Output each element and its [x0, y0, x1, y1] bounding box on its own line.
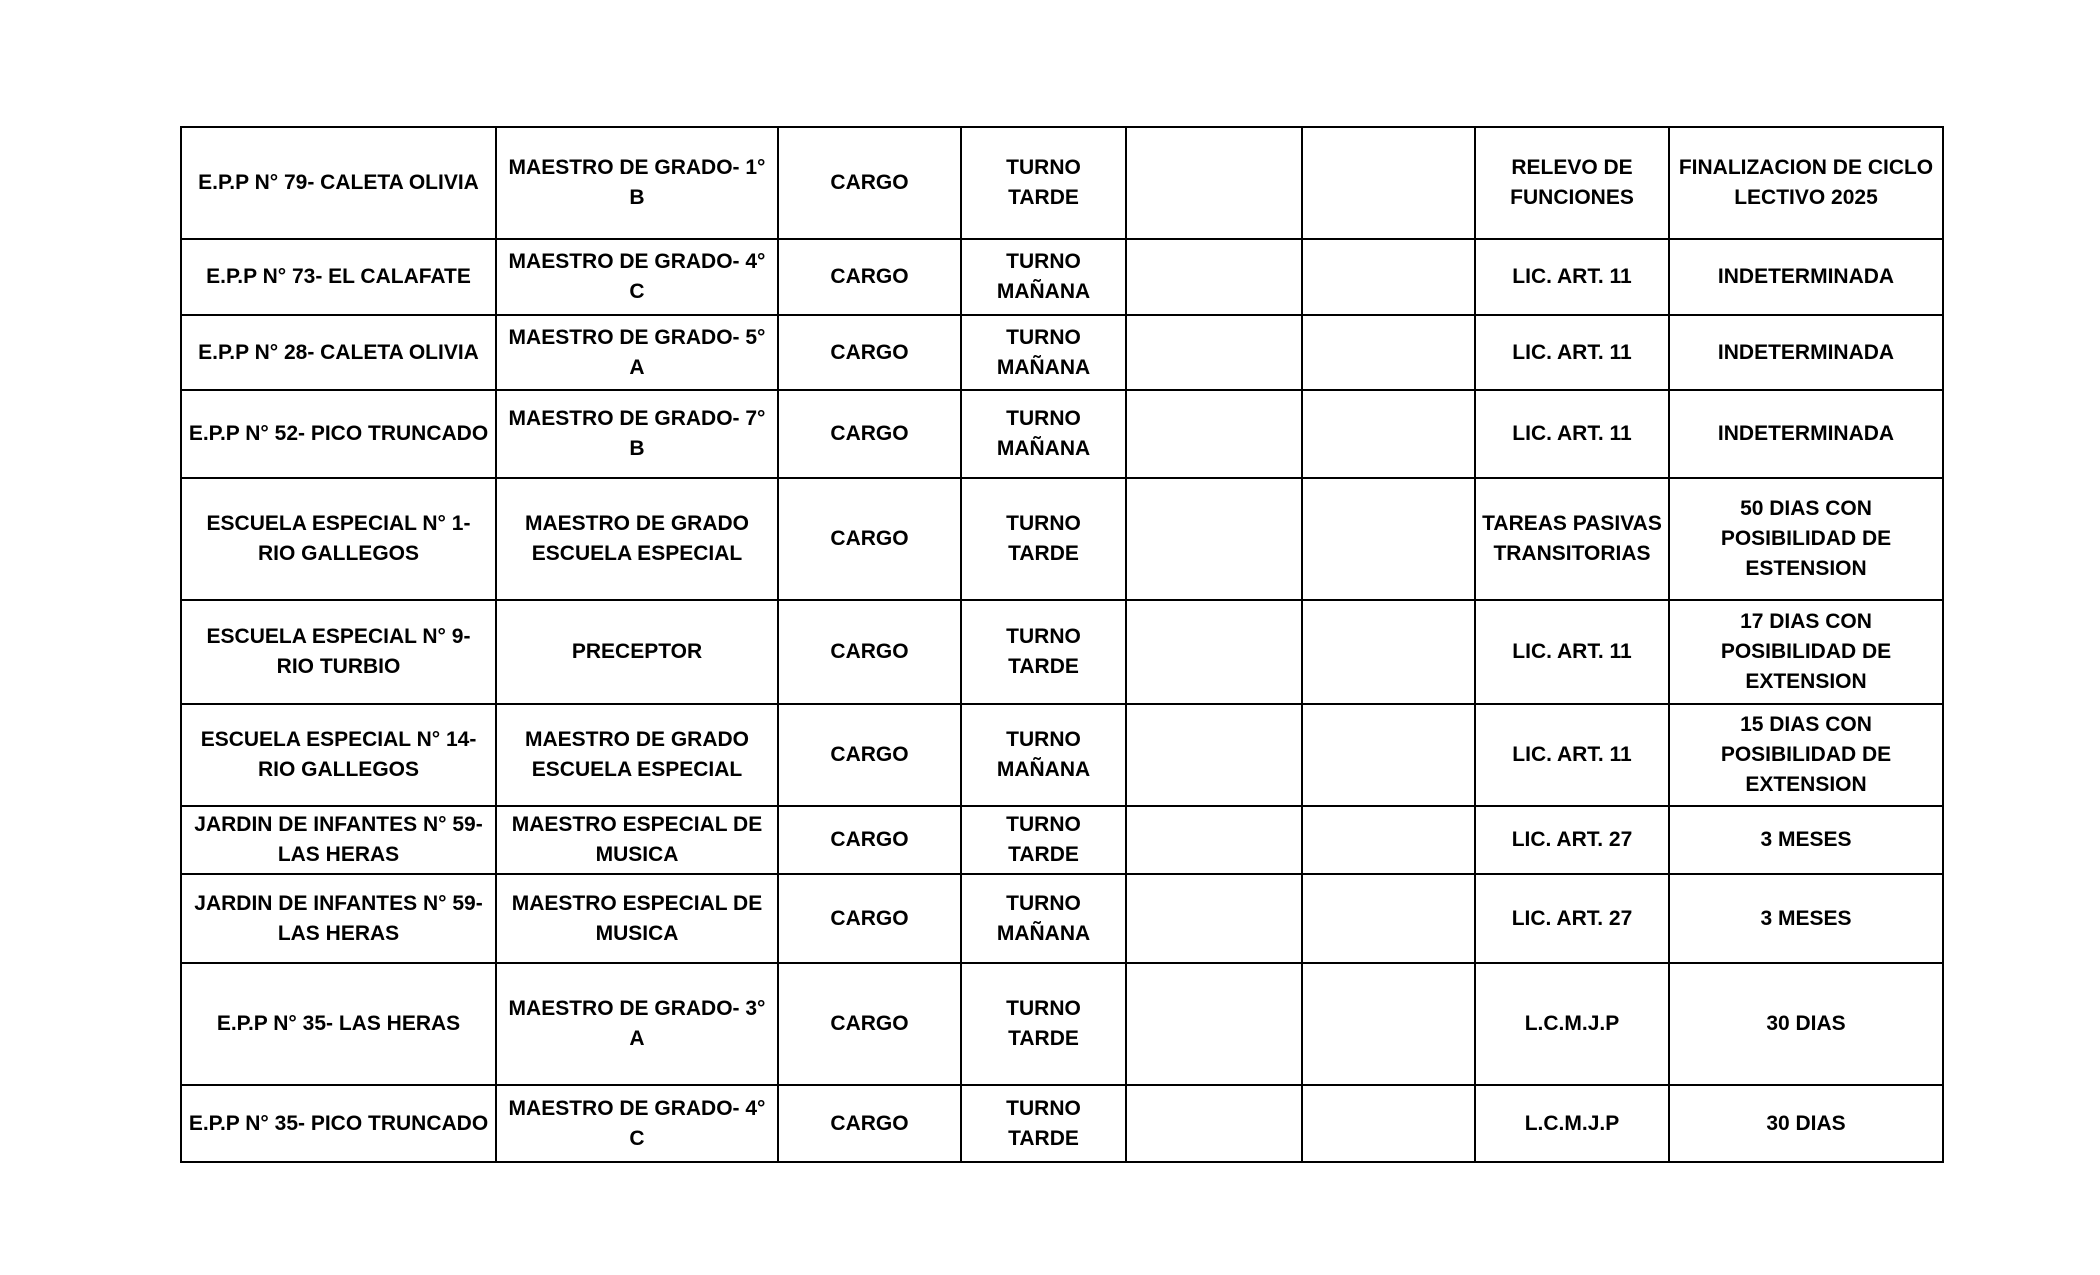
cell-empty-1 [1126, 127, 1302, 239]
cell-tipo: CARGO [778, 1085, 961, 1162]
cell-cargo: MAESTRO DE GRADO- 3° A [496, 963, 778, 1085]
table-row [181, 704, 1943, 806]
cell-turno: TURNO TARDE [961, 1085, 1126, 1162]
cell-turno: TURNO TARDE [961, 478, 1126, 600]
cell-escuela: E.P.P N° 52- PICO TRUNCADO [181, 390, 496, 478]
cell-turno: TURNO MAÑANA [961, 390, 1126, 478]
cell-cargo: MAESTRO DE GRADO- 4° C [496, 239, 778, 315]
cell-empty-2 [1302, 315, 1475, 390]
cell-cargo: MAESTRO DE GRADO ESCUELA ESPECIAL [496, 478, 778, 600]
cell-empty-2 [1302, 600, 1475, 704]
cell-tipo: CARGO [778, 315, 961, 390]
cell-tipo: CARGO [778, 127, 961, 239]
cell-motivo: LIC. ART. 11 [1475, 390, 1669, 478]
cell-empty-1 [1126, 478, 1302, 600]
cell-empty-2 [1302, 127, 1475, 239]
cell-duracion: 30 DIAS [1669, 1085, 1943, 1162]
cell-duracion: 30 DIAS [1669, 963, 1943, 1085]
cell-empty-1 [1126, 239, 1302, 315]
cell-duracion: 15 DIAS CON POSIBILIDAD DE EXTENSION [1669, 704, 1943, 806]
cell-turno: TURNO TARDE [961, 806, 1126, 874]
cell-escuela: E.P.P N° 35- PICO TRUNCADO [181, 1085, 496, 1162]
cell-cargo: MAESTRO ESPECIAL DE MUSICA [496, 874, 778, 963]
cell-tipo: CARGO [778, 874, 961, 963]
cell-empty-1 [1126, 315, 1302, 390]
cell-motivo: LIC. ART. 11 [1475, 239, 1669, 315]
cell-turno: TURNO MAÑANA [961, 315, 1126, 390]
table-row [181, 239, 1943, 315]
cell-duracion: INDETERMINADA [1669, 315, 1943, 390]
cell-motivo: L.C.M.J.P [1475, 1085, 1669, 1162]
cell-tipo: CARGO [778, 806, 961, 874]
cell-escuela: ESCUELA ESPECIAL N° 1- RIO GALLEGOS [181, 478, 496, 600]
cell-empty-2 [1302, 806, 1475, 874]
cell-turno: TURNO TARDE [961, 600, 1126, 704]
cell-duracion: 3 MESES [1669, 874, 1943, 963]
cell-motivo: RELEVO DE FUNCIONES [1475, 127, 1669, 239]
cell-empty-2 [1302, 874, 1475, 963]
cell-motivo: LIC. ART. 11 [1475, 315, 1669, 390]
cell-duracion: 50 DIAS CON POSIBILIDAD DE ESTENSION [1669, 478, 1943, 600]
cell-empty-1 [1126, 806, 1302, 874]
cell-duracion: INDETERMINADA [1669, 239, 1943, 315]
cell-motivo: LIC. ART. 11 [1475, 600, 1669, 704]
cell-cargo: MAESTRO DE GRADO- 4° C [496, 1085, 778, 1162]
cell-empty-1 [1126, 704, 1302, 806]
cell-empty-2 [1302, 239, 1475, 315]
cell-duracion: 17 DIAS CON POSIBILIDAD DE EXTENSION [1669, 600, 1943, 704]
cell-empty-1 [1126, 390, 1302, 478]
cell-turno: TURNO MAÑANA [961, 874, 1126, 963]
cell-cargo: PRECEPTOR [496, 600, 778, 704]
cell-empty-2 [1302, 478, 1475, 600]
cell-escuela: E.P.P N° 79- CALETA OLIVIA [181, 127, 496, 239]
cell-escuela: JARDIN DE INFANTES N° 59- LAS HERAS [181, 874, 496, 963]
table-row [181, 963, 1943, 1085]
cell-turno: TURNO MAÑANA [961, 239, 1126, 315]
cell-empty-1 [1126, 963, 1302, 1085]
cell-empty-1 [1126, 1085, 1302, 1162]
cell-escuela: ESCUELA ESPECIAL N° 14- RIO GALLEGOS [181, 704, 496, 806]
cell-escuela: E.P.P N° 35- LAS HERAS [181, 963, 496, 1085]
table-row [181, 390, 1943, 478]
cell-empty-2 [1302, 1085, 1475, 1162]
table-row [181, 478, 1943, 600]
cell-escuela: E.P.P N° 73- EL CALAFATE [181, 239, 496, 315]
cell-empty-2 [1302, 963, 1475, 1085]
cell-motivo: TAREAS PASIVAS TRANSITORIAS [1475, 478, 1669, 600]
cell-tipo: CARGO [778, 963, 961, 1085]
table-row [181, 874, 1943, 963]
cell-empty-2 [1302, 704, 1475, 806]
cell-tipo: CARGO [778, 239, 961, 315]
table-body [181, 127, 1943, 1162]
cell-turno: TURNO TARDE [961, 127, 1126, 239]
cell-cargo: MAESTRO DE GRADO- 5° A [496, 315, 778, 390]
cell-escuela: JARDIN DE INFANTES N° 59- LAS HERAS [181, 806, 496, 874]
cell-empty-2 [1302, 390, 1475, 478]
table-row [181, 315, 1943, 390]
cell-cargo: MAESTRO DE GRADO- 7° B [496, 390, 778, 478]
table-row [181, 600, 1943, 704]
cell-tipo: CARGO [778, 390, 961, 478]
cell-motivo: LIC. ART. 27 [1475, 874, 1669, 963]
cell-duracion: FINALIZACION DE CICLO LECTIVO 2025 [1669, 127, 1943, 239]
cell-escuela: ESCUELA ESPECIAL N° 9- RIO TURBIO [181, 600, 496, 704]
cell-turno: TURNO TARDE [961, 963, 1126, 1085]
table-row [181, 1085, 1943, 1162]
cell-cargo: MAESTRO ESPECIAL DE MUSICA [496, 806, 778, 874]
cell-motivo: LIC. ART. 27 [1475, 806, 1669, 874]
cell-turno: TURNO MAÑANA [961, 704, 1126, 806]
vacancies-table [180, 126, 1944, 1163]
cell-empty-1 [1126, 600, 1302, 704]
cell-cargo: MAESTRO DE GRADO ESCUELA ESPECIAL [496, 704, 778, 806]
cell-empty-1 [1126, 874, 1302, 963]
table-row [181, 806, 1943, 874]
cell-duracion: INDETERMINADA [1669, 390, 1943, 478]
cell-duracion: 3 MESES [1669, 806, 1943, 874]
cell-motivo: LIC. ART. 11 [1475, 704, 1669, 806]
cell-tipo: CARGO [778, 478, 961, 600]
cell-motivo: L.C.M.J.P [1475, 963, 1669, 1085]
cell-tipo: CARGO [778, 704, 961, 806]
table-row [181, 127, 1943, 239]
cell-escuela: E.P.P N° 28- CALETA OLIVIA [181, 315, 496, 390]
cell-tipo: CARGO [778, 600, 961, 704]
cell-cargo: MAESTRO DE GRADO- 1° B [496, 127, 778, 239]
